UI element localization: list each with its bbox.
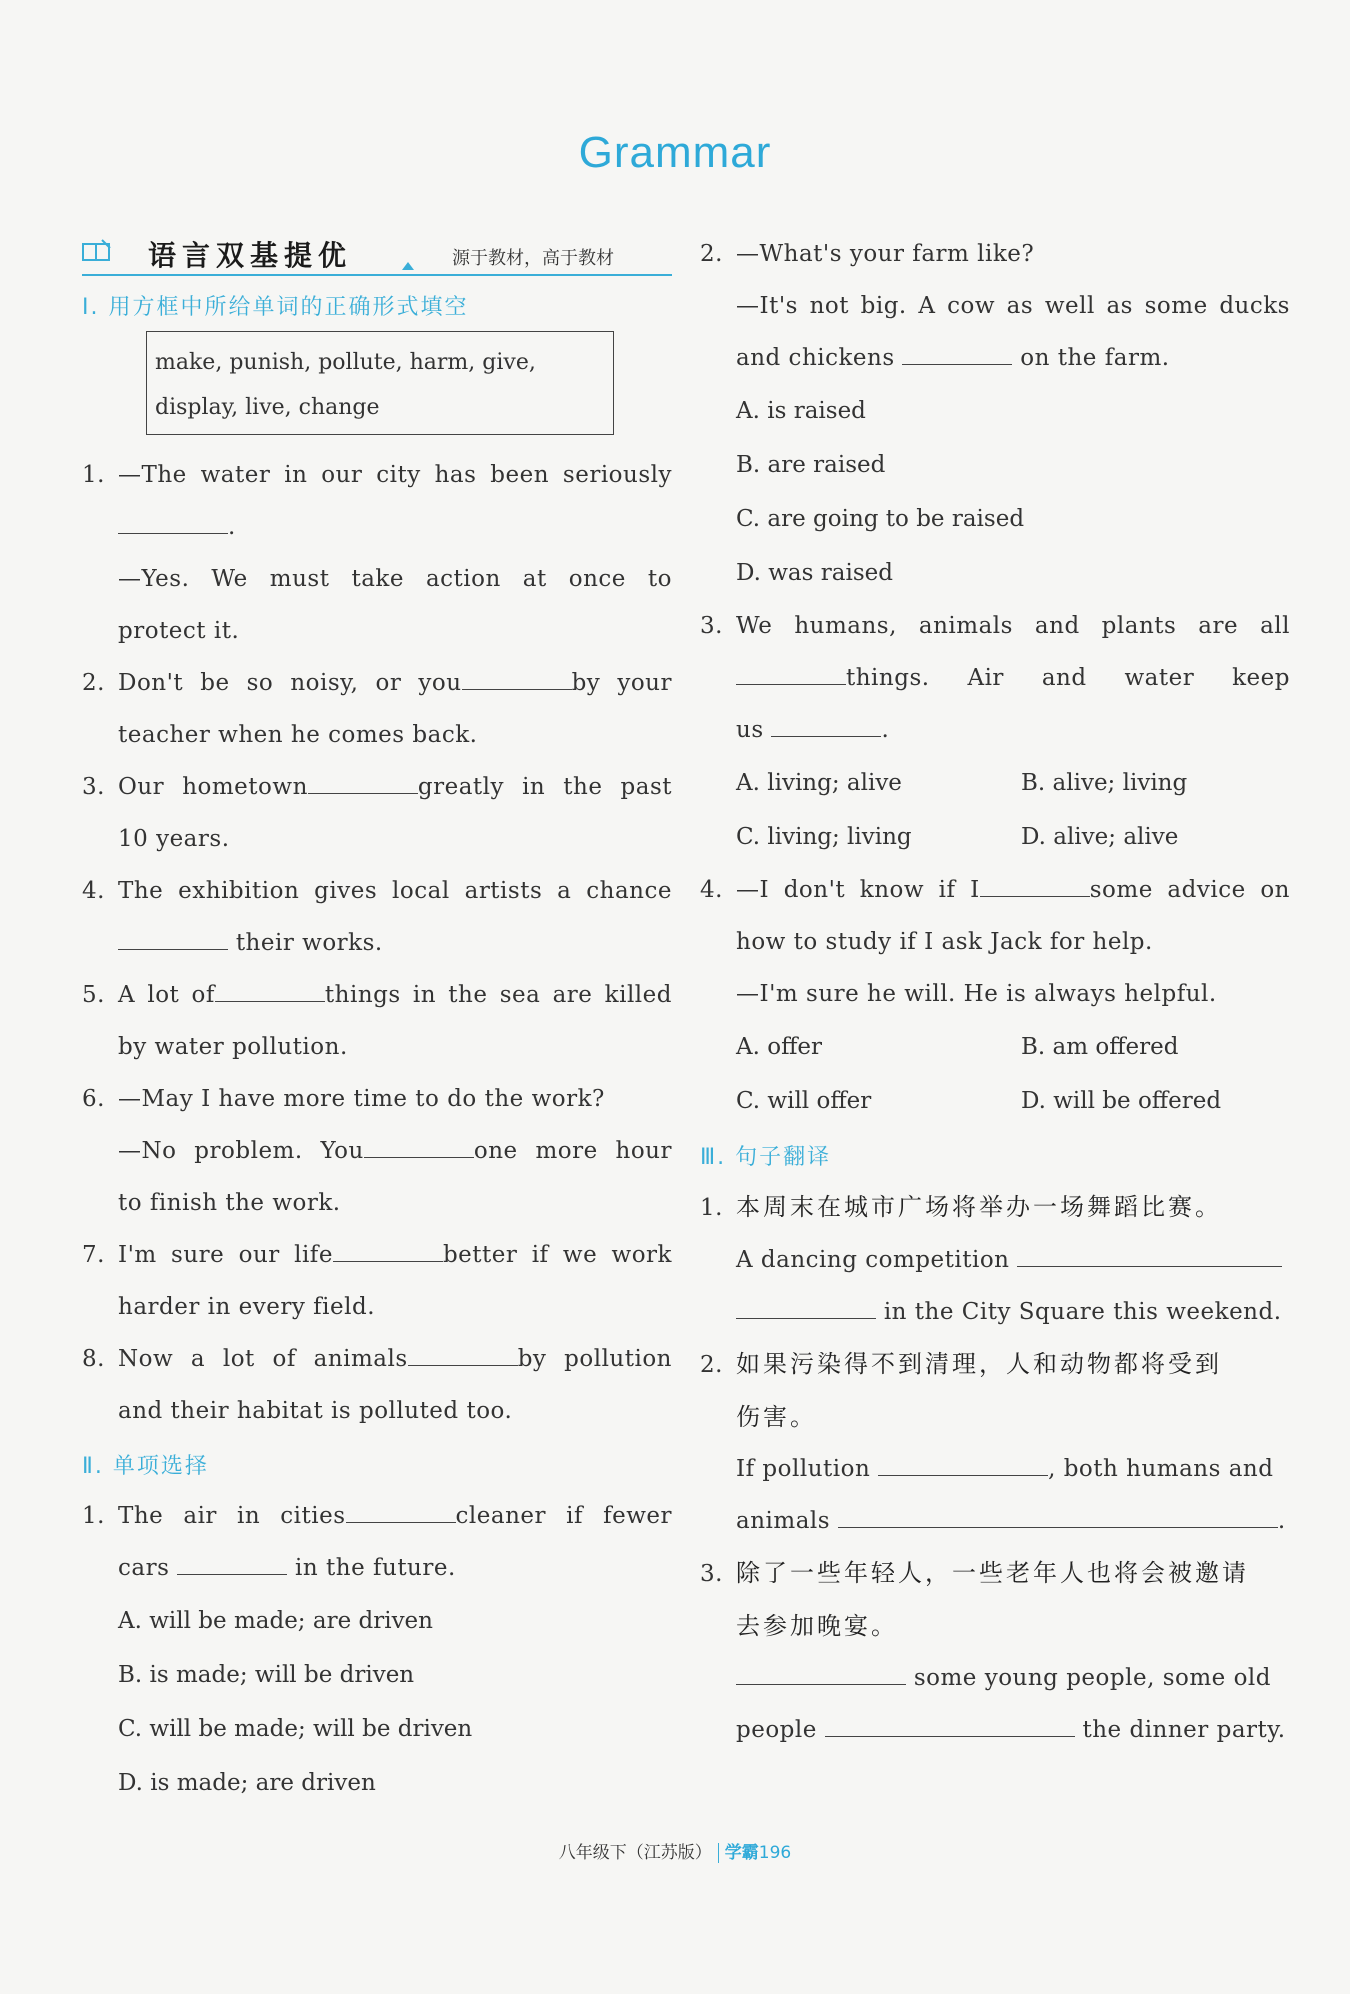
grade-label: 八年级下（江苏版） (558, 1843, 712, 1863)
part3-heading: Ⅲ. 句子翻译 (700, 1145, 832, 1170)
left-column (82, 232, 672, 1810)
question (700, 1181, 1290, 1338)
question-text: how to study if I ask Jack for help. (736, 929, 1153, 955)
option-d[interactable]: D. is made; are driven (118, 1770, 376, 1796)
right-column (700, 228, 1290, 1756)
question-text: greatly in the past (417, 774, 672, 800)
question-text: —The water in our city has been seriously (118, 462, 672, 488)
question (82, 1333, 672, 1437)
question-text: A dancing competition (736, 1247, 1010, 1273)
question-number: 1. (82, 1503, 105, 1529)
question-text: —What's your farm like? (736, 241, 1035, 267)
page-footer (0, 1838, 1350, 1863)
question-text: on the farm. (1020, 345, 1170, 371)
question (700, 1338, 1290, 1547)
answer-blank[interactable] (1017, 1240, 1282, 1267)
page-title: Grammar (578, 128, 772, 177)
answer-blank[interactable] (736, 1658, 906, 1685)
option-c[interactable]: C. will be made; will be driven (118, 1716, 473, 1742)
brand-label: 学霸 (724, 1843, 759, 1863)
chinese-sentence: 如果污染得不到清理，人和动物都将受到 (736, 1350, 1222, 1378)
question (82, 865, 672, 969)
question-text: . (881, 717, 890, 743)
book-icon (82, 238, 112, 262)
option-row (700, 1074, 1290, 1128)
answer-blank[interactable] (364, 1131, 474, 1158)
part2-heading: Ⅱ. 单项选择 (82, 1454, 209, 1479)
question-text: Don't be so noisy, or you (118, 670, 462, 696)
option-d[interactable]: D. alive; alive (1021, 824, 1179, 850)
question-number: 2. (700, 1352, 723, 1378)
question-text: better if we work (442, 1242, 672, 1268)
question (82, 761, 672, 865)
question (82, 1490, 672, 1594)
question-text: Now a lot of animals (118, 1346, 408, 1372)
question-text: , both humans and (1048, 1456, 1274, 1482)
question (82, 1229, 672, 1333)
question-text: some advice on (1089, 877, 1290, 903)
question-number: 3. (700, 613, 723, 639)
option-b[interactable]: B. is made; will be driven (118, 1662, 415, 1688)
question-text: and their habitat is polluted too. (118, 1398, 513, 1424)
question (700, 1547, 1290, 1756)
answer-blank[interactable] (838, 1501, 1278, 1528)
question-text: things in the sea are killed (324, 982, 672, 1008)
question-number: 6. (82, 1086, 105, 1112)
answer-blank[interactable] (878, 1449, 1048, 1476)
option-d[interactable]: D. will be offered (1021, 1088, 1222, 1114)
question-number: 7. (82, 1242, 105, 1268)
chinese-sentence: 去参加晚宴。 (736, 1612, 898, 1640)
question-text: —May I have more time to do the work? (118, 1086, 605, 1112)
question-number: 2. (82, 670, 105, 696)
question-number: 5. (82, 982, 105, 1008)
option-b[interactable]: B. are raised (736, 452, 886, 478)
question-text: things. Air and water keep (846, 665, 1290, 691)
answer-blank[interactable] (118, 923, 228, 950)
question-text: animals (736, 1508, 831, 1534)
divider (718, 1843, 719, 1863)
chinese-sentence: 除了一些年轻人，一些老年人也将会被邀请 (736, 1559, 1249, 1587)
question-text: by your (571, 670, 672, 696)
answer-blank[interactable] (346, 1496, 456, 1523)
option-c[interactable]: C. are going to be raised (736, 506, 1025, 532)
answer-blank[interactable] (118, 507, 228, 534)
answer-blank[interactable] (736, 658, 846, 685)
question-text: —I don't know if I (736, 877, 980, 903)
triangle-icon (402, 262, 414, 270)
question-number: 4. (700, 877, 723, 903)
question (82, 1073, 672, 1229)
answer-blank[interactable] (215, 975, 325, 1002)
question (700, 228, 1290, 384)
question-text: —No problem. You (118, 1138, 364, 1164)
word-box (146, 331, 614, 435)
question-text: teacher when he comes back. (118, 722, 478, 748)
option-b[interactable]: B. am offered (1021, 1034, 1179, 1060)
section-title: 语言双基提优 (148, 239, 353, 272)
question-number: 1. (700, 1195, 723, 1221)
word-box-line: make, punish, pollute, harm, give, (155, 350, 536, 375)
question-text: to finish the work. (118, 1190, 341, 1216)
part1-heading: Ⅰ. 用方框中所给单词的正确形式填空 (82, 295, 469, 320)
option-d[interactable]: D. was raised (736, 560, 893, 586)
answer-blank[interactable] (177, 1548, 287, 1575)
question-text: . (1277, 1508, 1286, 1534)
question-number: 3. (82, 774, 105, 800)
question-text: their works. (235, 930, 383, 956)
question-text: one more hour (473, 1138, 672, 1164)
answer-blank[interactable] (980, 870, 1090, 897)
page-number: 196 (758, 1843, 792, 1863)
option-c[interactable]: C. living; living (736, 824, 912, 850)
question (82, 657, 672, 761)
question-number: 8. (82, 1346, 105, 1372)
question (700, 864, 1290, 1020)
question-text: —Yes. We must take action at once to (118, 566, 672, 592)
question-text: We humans, animals and plants are all (736, 613, 1290, 639)
question-number: 1. (82, 462, 105, 488)
question-text: —I'm sure he will. He is always helpful. (736, 981, 1217, 1007)
question-number: 3. (700, 1561, 723, 1587)
question-text: The air in cities (118, 1503, 346, 1529)
chinese-sentence: 本周末在城市广场将举办一场舞蹈比赛。 (736, 1193, 1222, 1221)
question-text: by pollution (517, 1346, 672, 1372)
option-a[interactable]: A. living; alive (736, 770, 902, 796)
question-text: . (228, 514, 236, 540)
question-text: the dinner party. (1082, 1717, 1286, 1743)
question-text: 10 years. (118, 826, 230, 852)
word-box-line: display, live, change (155, 395, 380, 420)
section-header (82, 232, 672, 276)
option-a[interactable]: A. will be made; are driven (118, 1608, 433, 1634)
question (82, 449, 672, 657)
option-row (700, 1020, 1290, 1074)
option-row (700, 756, 1290, 810)
option-a[interactable]: A. offer (736, 1034, 823, 1060)
answer-blank[interactable] (825, 1710, 1075, 1737)
option-a[interactable]: A. is raised (736, 398, 866, 424)
answer-blank[interactable] (308, 767, 418, 794)
option-b[interactable]: B. alive; living (1021, 770, 1188, 796)
question-text: some young people, some old (913, 1665, 1271, 1691)
question-number: 2. (700, 241, 723, 267)
option-row (700, 810, 1290, 864)
question-text: and chickens (736, 345, 895, 371)
question-text: I'm sure our life (118, 1242, 333, 1268)
chinese-sentence: 伤害。 (736, 1403, 817, 1431)
question-text: Our hometown (118, 774, 308, 800)
question-text: The exhibition gives local artists a chance (118, 878, 672, 904)
question-text: in the City Square this weekend. (883, 1299, 1282, 1325)
question (82, 969, 672, 1073)
question-text: harder in every field. (118, 1294, 376, 1320)
answer-blank[interactable] (736, 1292, 876, 1319)
answer-blank[interactable] (771, 710, 881, 737)
question-text: us (736, 717, 764, 743)
answer-blank[interactable] (333, 1235, 443, 1262)
question-text: If pollution (736, 1456, 871, 1482)
question-text: A lot of (118, 982, 215, 1008)
question-text: protect it. (118, 618, 240, 644)
answer-blank[interactable] (408, 1339, 518, 1366)
question (700, 600, 1290, 756)
question-number: 4. (82, 878, 105, 904)
section-subtitle: 源于教材，高于教材 (452, 248, 614, 269)
question-text: —It's not big. A cow as well as some ducks (736, 293, 1290, 319)
question-text: in the future. (295, 1555, 456, 1581)
answer-blank[interactable] (902, 338, 1012, 365)
question-text: by water pollution. (118, 1034, 348, 1060)
option-c[interactable]: C. will offer (736, 1088, 872, 1114)
question-text: cleaner if fewer (455, 1503, 673, 1529)
question-text: cars (118, 1555, 170, 1581)
question-text: people (736, 1717, 817, 1743)
answer-blank[interactable] (462, 663, 572, 690)
